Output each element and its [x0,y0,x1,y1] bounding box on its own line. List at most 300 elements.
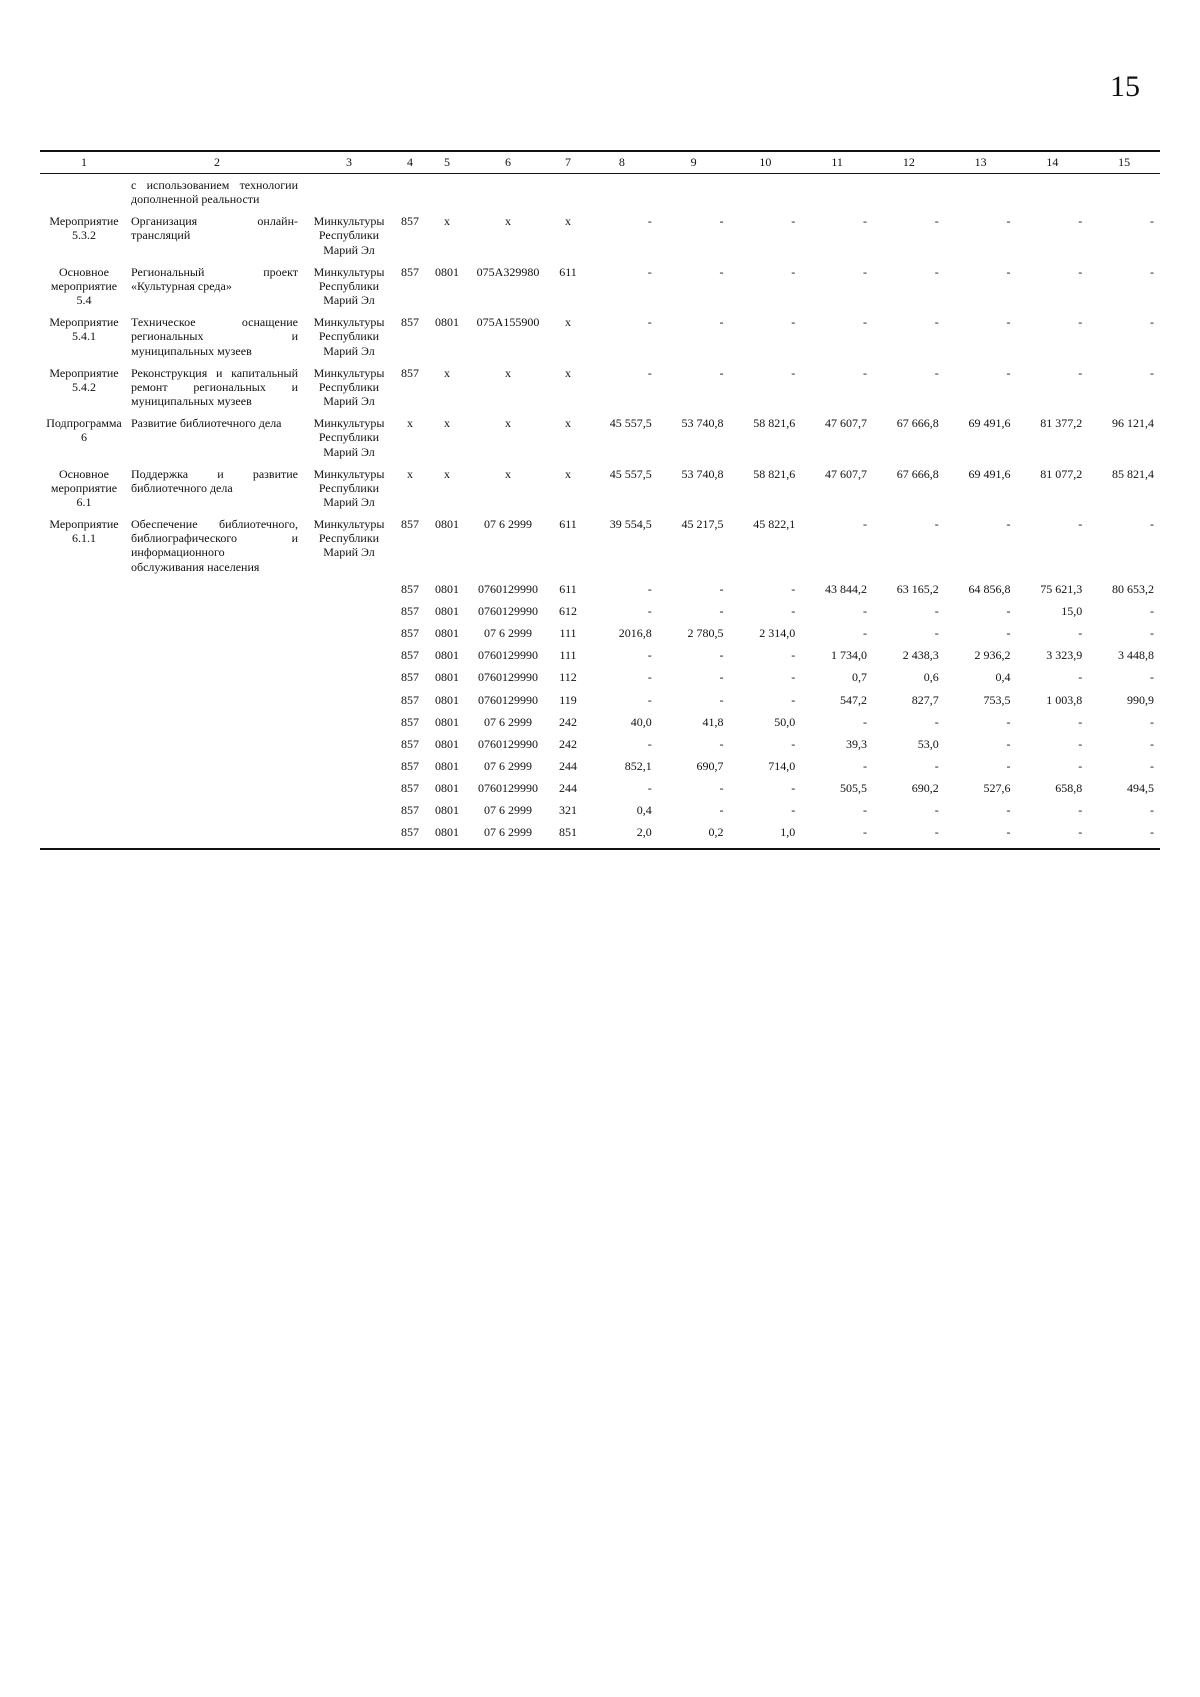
table-cell [306,600,392,622]
table-cell: - [1078,714,1083,729]
table-row [40,733,1160,755]
table-cell: 40,0 [630,714,652,729]
table-cell: - [1078,517,1083,532]
table-cell: 0,4 [995,670,1011,685]
table-cell: 47 607,7 [825,466,867,481]
table-cell [306,733,392,755]
table-cell: 690,7 [696,759,724,773]
table-cell: 41,8 [702,714,724,729]
table-cell [128,689,306,711]
table-cell [128,821,306,843]
table-cell: - [1150,626,1154,641]
table-cell: 0801 [435,670,459,685]
table-row [40,600,1160,622]
table-cell: 58 821,6 [753,466,796,481]
table-cell [392,174,428,211]
table-cell: - [1078,365,1083,380]
table-cell: 07 6 2999 [484,759,532,773]
table-cell: 2,0 [636,825,652,840]
table-cell: 075А155900 [476,315,540,330]
table-cell: - [1150,736,1154,751]
table-cell: - [863,214,867,229]
table-cell: 69 491,6 [968,466,1011,481]
table-cell: - [1078,315,1083,330]
table-cell: 505,5 [840,781,867,796]
table-cell: - [1150,714,1154,729]
table-cell [586,174,658,211]
table-cell [306,578,392,600]
table-cell: 0760129990 [478,603,538,618]
table-cell [128,666,306,688]
table-cell: х [565,416,571,431]
table-cell: - [719,670,724,685]
table-cell: 0,4 [636,803,652,818]
table-cell: 857 [401,759,419,773]
table-cell: 1,0 [780,825,796,840]
table-cell: - [934,759,939,773]
table-cell: - [863,626,867,641]
table-cell: - [1078,264,1083,279]
table-cell: - [934,626,939,641]
table-cell: 714,0 [768,759,796,773]
table-row [40,755,1160,777]
table-cell: - [863,714,867,729]
table-header-row [40,151,1160,174]
table-cell: 857 [401,581,419,596]
table-cell [40,689,128,711]
table-cell: с использованием технологии дополненной реальности [131,178,298,207]
table-cell: 658,8 [1055,781,1083,796]
table-cell: Основное мероприятие 5.4 [50,264,118,308]
table-cell: х [444,214,450,229]
table-cell: 611 [559,264,577,279]
table-row [40,412,1160,462]
table-cell: 45 557,5 [609,416,652,431]
table-cell [40,711,128,733]
table-cell [40,600,128,622]
table-cell: 612 [559,603,577,618]
table-cell: - [934,714,939,729]
table-cell: - [791,214,796,229]
table-cell: х [505,416,511,431]
table-cell: х [444,365,450,380]
table-cell [40,622,128,644]
table-cell [466,174,550,211]
table-cell [428,174,466,211]
table-cell: 244 [559,759,577,773]
table-cell: Минкультуры Республики Марий Эл [313,365,385,409]
table-cell: 857 [401,365,419,380]
table-cell: - [1006,803,1011,818]
column-header: 12 [873,151,945,174]
table-cell: 64 856,8 [968,581,1011,596]
table-cell: - [719,214,724,229]
table-cell: 67 666,8 [896,416,939,431]
table-cell: - [719,692,724,707]
table-cell: 0801 [435,581,459,596]
table-cell: - [934,264,939,279]
table-cell: 96 121,4 [1112,416,1154,431]
table-cell: 07 6 2999 [484,803,532,818]
table-cell: 45 557,5 [609,466,652,481]
table-cell: 242 [559,736,577,751]
table-row [40,261,1160,311]
table-cell: 0,7 [852,670,867,685]
table-cell: - [863,517,867,532]
table-cell: 119 [559,692,577,707]
table-cell: - [1078,626,1083,641]
table-cell: Мероприятие 6.1.1 [49,517,119,546]
table-cell: 857 [401,648,419,663]
table-cell: 39 554,5 [609,517,652,532]
table-cell: - [1078,214,1083,229]
table-cell: 2 438,3 [902,648,939,663]
table-cell: х [505,365,511,380]
table-row [40,622,1160,644]
table-cell: 63 165,2 [896,581,939,596]
table-cell: - [1006,214,1011,229]
budget-table [40,150,1160,844]
table-cell: - [791,670,796,685]
table-cell: - [719,315,724,330]
table-cell: 611 [559,517,577,532]
table-cell: - [863,315,867,330]
table-cell: 39,3 [846,736,867,751]
budget-table-container [40,150,1160,850]
table-cell: 857 [401,692,419,707]
table-cell: 857 [401,670,419,685]
table-cell: 3 323,9 [1046,648,1083,663]
table-cell: - [1006,264,1011,279]
table-row [40,821,1160,843]
table-cell: 857 [401,264,419,279]
column-header: 7 [550,151,586,174]
table-cell: 15,0 [1061,603,1083,618]
table-cell: Минкультуры Республики Марий Эл [313,264,385,308]
table-cell: 43 844,2 [825,581,867,596]
table-cell: 857 [401,517,419,532]
table-cell [128,600,306,622]
column-header: 4 [392,151,428,174]
table-cell [306,174,392,211]
table-cell: Мероприятие 5.3.2 [49,214,119,243]
table-cell: 07 6 2999 [484,517,532,532]
table-cell [306,644,392,666]
table-cell: Минкультуры Республики Марий Эл [313,517,385,560]
table-cell: 690,2 [911,781,939,796]
table-cell: - [719,264,724,279]
table-cell [40,821,128,843]
table-cell: - [791,803,796,818]
table-cell: 0801 [435,626,459,641]
table-cell: 0801 [435,692,459,707]
column-header: 9 [658,151,730,174]
table-cell: 53,0 [917,736,939,751]
column-header: 13 [945,151,1017,174]
table-cell: - [934,517,939,532]
table-cell: Техническое оснащение региональных и муниципальных музеев [131,315,298,358]
table-cell: х [505,466,511,481]
table-cell: - [863,803,867,818]
table-cell [40,777,128,799]
table-row [40,362,1160,412]
table-cell [40,666,128,688]
table-cell: 0801 [435,759,459,773]
table-cell: - [1150,264,1154,279]
table-cell [306,622,392,644]
table-cell: 45 822,1 [753,517,796,532]
column-header: 11 [801,151,873,174]
table-cell [128,799,306,821]
table-cell: - [791,736,796,751]
table-cell: Минкультуры Республики Марий Эл [313,416,385,459]
table-cell: 07 6 2999 [484,714,532,729]
column-header: 6 [466,151,550,174]
table-cell: - [719,648,724,663]
table-cell: Минкультуры Республики Марий Эл [313,315,385,358]
table-cell: х [565,365,571,380]
table-cell: - [1078,759,1083,773]
table-cell [306,799,392,821]
table-cell: 0801 [435,264,459,279]
table-cell: Подпрограмма 6 [46,416,122,445]
table-cell: - [863,603,867,618]
table-cell [40,755,128,777]
table-cell [128,622,306,644]
table-cell [730,174,802,211]
table-row [40,578,1160,600]
table-cell: 857 [401,736,419,751]
table-cell: Региональный проект «Культурная среда» [131,264,298,293]
table-cell: - [1006,517,1011,532]
column-header: 8 [586,151,658,174]
table-cell: 75 621,3 [1040,581,1083,596]
table-cell: Минкультуры Республики Марий Эл [313,214,385,257]
table-cell: - [719,736,724,751]
table-cell: Развитие библиотечного дела [131,416,282,431]
table-cell: Поддержка и развитие библиотечного дела [131,466,298,495]
table-cell [306,777,392,799]
table-cell: 0801 [435,714,459,729]
column-header: 1 [40,151,128,174]
table-cell: - [791,603,796,618]
table-cell: - [1006,825,1011,840]
table-cell: - [934,315,939,330]
table-cell: - [647,736,652,751]
table-cell: 857 [401,825,419,840]
table-cell: - [1006,365,1011,380]
table-row [40,513,1160,578]
table-cell: Минкультуры Республики Марий Эл [313,466,385,509]
table-cell: х [407,466,413,481]
table-cell: 0,6 [923,670,939,685]
column-header: 3 [306,151,392,174]
table-cell: - [647,648,652,663]
table-cell: х [565,214,571,229]
table-cell: 111 [559,626,577,641]
table-cell: - [791,264,796,279]
table-cell: 47 607,7 [825,416,867,431]
table-cell: - [1006,603,1011,618]
table-cell: 527,6 [983,781,1011,796]
table-cell: 2016,8 [618,626,652,641]
table-cell: - [647,692,652,707]
table-cell [40,644,128,666]
table-row [40,174,1160,211]
table-cell [306,689,392,711]
table-cell: 857 [401,714,419,729]
table-cell [306,755,392,777]
table-cell: х [565,315,571,330]
table-cell: - [647,670,652,685]
table-cell: 45 217,5 [681,517,724,532]
table-cell [306,821,392,843]
table-cell: - [863,264,867,279]
table-cell: х [565,466,571,481]
table-cell [873,174,945,211]
table-cell: 827,7 [911,692,939,707]
table-cell: 0801 [435,736,459,751]
table-cell: 611 [559,581,577,596]
table-row [40,799,1160,821]
table-cell: - [934,803,939,818]
table-cell: - [934,365,939,380]
table-cell: 81 077,2 [1040,466,1083,481]
table-row [40,644,1160,666]
table-cell: 0801 [435,603,459,618]
table-cell: - [719,803,724,818]
table-cell: - [1078,736,1083,751]
table-cell: 111 [559,648,577,663]
table-cell: - [1078,825,1083,840]
table-cell: 69 491,6 [968,416,1011,431]
table-cell [40,733,128,755]
table-cell [40,578,128,600]
table-cell: 50,0 [774,714,796,729]
table-cell: - [647,264,652,279]
table-cell: 2 780,5 [687,626,724,641]
table-cell: х [407,416,413,431]
table-cell: - [1006,714,1011,729]
table-cell: - [1078,803,1083,818]
table-cell: 857 [401,315,419,330]
table-cell: - [647,781,652,796]
table-cell: 075А329980 [476,264,540,279]
table-cell: 242 [559,714,577,729]
table-cell: - [647,603,652,618]
table-cell: - [1150,517,1154,532]
column-header: 15 [1088,151,1160,174]
table-cell: - [791,581,796,596]
table-cell: 857 [401,626,419,641]
table-cell: - [1150,365,1154,380]
table-cell: Реконструкция и капитальный ремонт региональных и муниципальных музеев [131,365,298,409]
table-cell: 0760129990 [478,648,538,663]
table-cell: - [1150,315,1154,330]
table-cell [128,755,306,777]
table-cell: 07 6 2999 [484,825,532,840]
table-cell: - [863,365,867,380]
table-cell: Обеспечение библиотечного, библиографического и информационного обслуживания населения [131,517,298,574]
table-cell: 857 [401,214,419,229]
table-cell: - [1150,214,1154,229]
table-cell: 494,5 [1127,781,1154,796]
table-cell [40,799,128,821]
table-cell: Мероприятие 5.4.2 [49,365,119,394]
table-bottom-rule [40,848,1160,850]
table-cell [128,644,306,666]
table-cell: - [1006,759,1011,773]
table-cell: - [647,365,652,380]
table-cell: - [1006,736,1011,751]
table-cell [128,711,306,733]
table-body [40,174,1160,844]
table-cell: - [1150,759,1154,773]
table-cell: 244 [559,781,577,796]
table-cell: - [719,581,724,596]
table-cell: - [1078,670,1083,685]
table-cell: 857 [401,603,419,618]
table-cell: 0801 [435,781,459,796]
table-cell: 81 377,2 [1040,416,1083,431]
table-cell: 0760129990 [478,736,538,751]
table-cell: 852,1 [624,759,652,773]
table-cell: 851 [559,825,577,840]
table-cell: 547,2 [840,692,867,707]
table-cell: 753,5 [983,692,1011,707]
table-row [40,689,1160,711]
table-cell: 53 740,8 [681,416,724,431]
column-header: 5 [428,151,466,174]
table-cell: - [719,603,724,618]
table-cell: 0801 [435,517,459,532]
table-cell: - [1150,603,1154,618]
table-cell: 0801 [435,803,459,818]
table-cell [1088,174,1160,211]
table-cell: х [444,416,450,431]
table-cell: 53 740,8 [681,466,724,481]
table-cell: - [791,648,796,663]
table-cell: 67 666,8 [896,466,939,481]
table-cell: 857 [401,803,419,818]
table-cell [128,777,306,799]
table-row [40,463,1160,513]
table-cell: - [863,759,867,773]
table-cell: - [1150,803,1154,818]
table-cell: 2 314,0 [759,626,796,641]
table-cell: 857 [401,781,419,796]
table-cell [306,666,392,688]
table-cell: 990,9 [1127,692,1154,707]
table-cell: - [719,781,724,796]
table-cell [40,174,128,211]
table-cell: 0760129990 [478,781,538,796]
table-row [40,666,1160,688]
table-cell [550,174,586,211]
table-cell: - [863,825,867,840]
table-cell: - [791,781,796,796]
table-cell: Организация онлайн-трансляций [131,214,298,243]
table-cell: 3 448,8 [1118,648,1154,663]
table-cell: - [719,365,724,380]
table-cell: 0760129990 [478,581,538,596]
table-cell [801,174,873,211]
table-cell: 85 821,4 [1112,466,1154,481]
table-cell [1017,174,1089,211]
table-cell: х [505,214,511,229]
table-cell: 0760129990 [478,670,538,685]
table-cell: - [647,214,652,229]
